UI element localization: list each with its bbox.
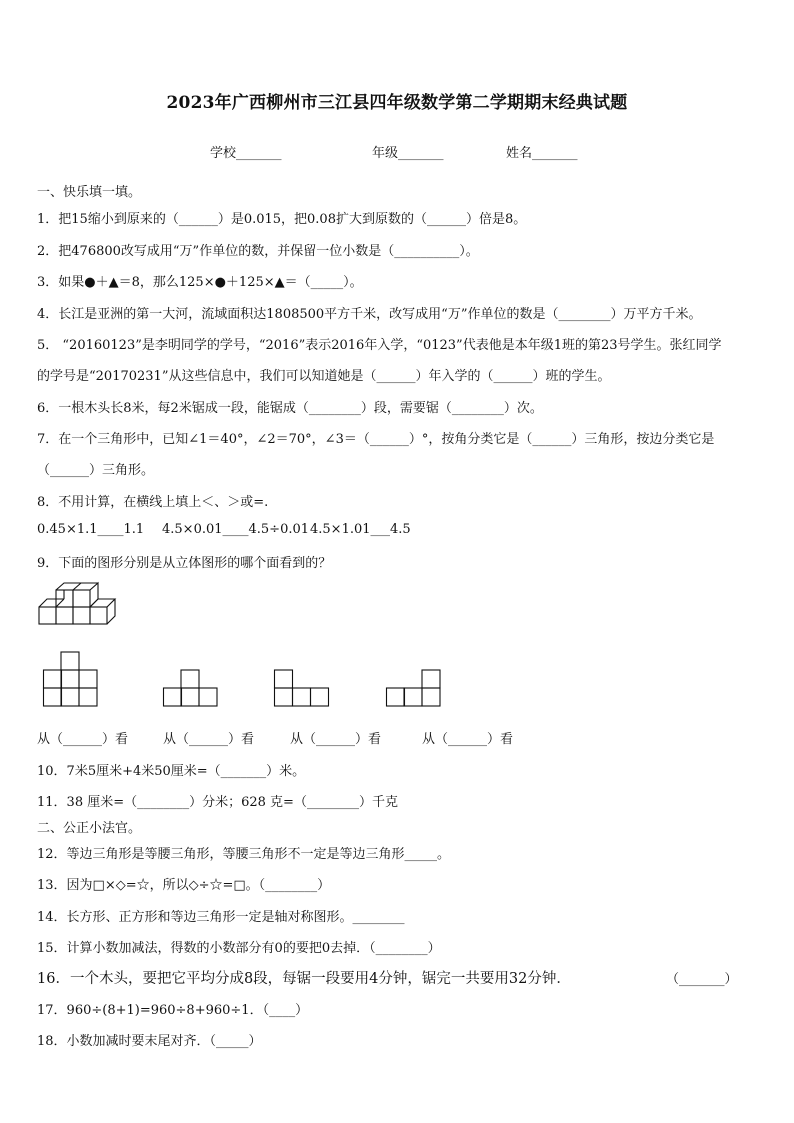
view-figure-4 [386, 669, 442, 707]
section-1-heading: 一、快乐填一填。 [37, 185, 142, 200]
question-2: 2．把476800改写成用“万”作单位的数，并保留一位小数是（__________）。 [37, 244, 479, 259]
question-6: 6．一根木头长8米，每2米锯成一段，能锯成（________）段，需要锯（________）次。 [37, 401, 543, 416]
question-15: 15．计算小数加减法，得数的小数部分有0的要把0去掉．（________） [37, 941, 441, 956]
question-11: 11．38 厘米=（________）分米；628 克=（________）千克 [37, 795, 398, 810]
question-10: 10．7米5厘米+4米50厘米=（_______）米。 [37, 764, 306, 779]
section-2-heading: 二、公正小法官。 [37, 821, 142, 836]
view-figure-2 [163, 669, 219, 707]
question-3: 3．如果●＋▲＝8，那么125×●＋125×▲＝（_____）。 [37, 275, 363, 290]
question-18: 18．小数加减时要末尾对齐．（_____） [37, 1034, 262, 1049]
view-label-1: 从（______）看 [37, 732, 129, 747]
grade-field: 年级_______ [372, 146, 444, 161]
question-16-blank: （_______） [666, 972, 738, 987]
view-figure-3 [274, 669, 330, 707]
view-figure-1 [43, 651, 99, 707]
question-1: 1．把15缩小到原来的（______）是0.015，把0.08扩大到原数的（______）倍是8。 [37, 212, 527, 227]
question-5-line-2: 的学号是“20170231”从这些信息中，我们可以知道她是（______）年入学的（______）班的学生。 [37, 369, 611, 384]
question-13: 13．因为□×◇=☆，所以◇÷☆=□。（________） [37, 878, 331, 893]
question-17: 17．960÷(8+1)=960÷8+960÷1．（____） [37, 1003, 309, 1018]
view-label-2: 从（______）看 [163, 732, 255, 747]
view-label-3: 从（______）看 [290, 732, 382, 747]
cube-solid-figure [38, 583, 110, 629]
question-7-line-1: 7．在一个三角形中，已知∠1＝40°，∠2＝70°，∠3＝（______）°，按角分类它是（______）三角形，按边分类它是 [37, 432, 715, 447]
question-5-line-1: 5． “20160123”是李明同学的学号，“2016”表示2016年入学，“0123”代表他是本年级1班的第23号学生。张红同学 [37, 338, 722, 353]
page-title: 2023年广西柳州市三江县四年级数学第二学期期末经典试题 [166, 93, 628, 113]
question-4: 4．长江是亚洲的第一大河，流域面积达1808500平方千米，改写成用“万”作单位的数是（________）万平方千米。 [37, 307, 702, 322]
question-8-item-1: 0.45×1.1____1.1 [37, 522, 145, 537]
question-8-item-3: 4.5×1.01___4.5 [310, 522, 411, 537]
question-14: 14．长方形、正方形和等边三角形一定是轴对称图形。________ [37, 910, 405, 925]
question-8: 8．不用计算，在横线上填上＜、＞或=. [37, 495, 269, 510]
name-field: 姓名_______ [506, 146, 578, 161]
question-12: 12．等边三角形是等腰三角形，等腰三角形不一定是等边三角形_____。 [37, 847, 451, 862]
question-7-line-2: （______）三角形。 [37, 463, 155, 478]
question-9: 9．下面的图形分别是从立体图形的哪个面看到的？ [37, 556, 332, 571]
view-label-4: 从（______）看 [422, 732, 514, 747]
school-field: 学校_______ [210, 146, 282, 161]
question-16: 16．一个木头，要把它平均分成8段，每锯一段要用4分钟，锯完一共要用32分钟． [37, 971, 571, 987]
question-8-item-2: 4.5×0.01____4.5÷0.01 [162, 522, 310, 537]
